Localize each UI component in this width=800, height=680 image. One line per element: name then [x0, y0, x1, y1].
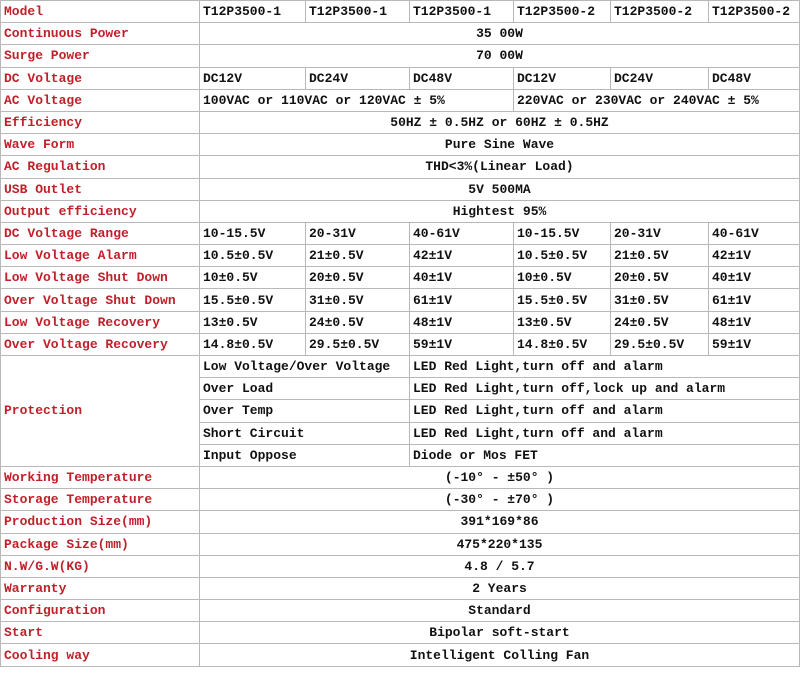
start-row: [1, 622, 800, 644]
row-cell: 61±1V: [410, 289, 514, 311]
row-cell: 59±1V: [709, 333, 800, 355]
row-label: Over Voltage Recovery: [1, 333, 200, 355]
continuous-power-row: [1, 23, 800, 45]
storage-temperature-row: [1, 489, 800, 511]
wave-form-row: [1, 134, 800, 156]
row-cell: 42±1V: [410, 245, 514, 267]
protection-item-action: LED Red Light,turn off,lock up and alarm: [410, 378, 800, 400]
row-cell: 29.5±0.5V: [306, 333, 410, 355]
over-voltage-recovery-row: [1, 333, 800, 355]
row-cell: 31±0.5V: [306, 289, 410, 311]
ac-voltage-row: [1, 89, 800, 111]
model-cell: T12P3500-1: [306, 1, 410, 23]
row-label: Warranty: [1, 577, 200, 599]
warranty-row: [1, 577, 800, 599]
working-temperature-row: [1, 466, 800, 488]
row-cell: 21±0.5V: [611, 245, 709, 267]
row-label: Continuous Power: [1, 23, 200, 45]
row-label: N.W/G.W(KG): [1, 555, 200, 577]
row-cell: 20±0.5V: [611, 267, 709, 289]
row-cell: 13±0.5V: [200, 311, 306, 333]
efficiency-row: [1, 111, 800, 133]
model-label: Model: [1, 1, 200, 23]
row-cell: 24±0.5V: [611, 311, 709, 333]
row-label: DC Voltage: [1, 67, 200, 89]
row-cell: 29.5±0.5V: [611, 333, 709, 355]
low-voltage-recovery-row: [1, 311, 800, 333]
row-cell: 40±1V: [410, 267, 514, 289]
row-label: DC Voltage Range: [1, 222, 200, 244]
row-cell: 15.5±0.5V: [514, 289, 611, 311]
row-value: Pure Sine Wave: [200, 134, 800, 156]
row-value: (-10° - ±50° ): [200, 466, 800, 488]
protection-item-name: Over Temp: [200, 400, 410, 422]
row-cell: 20-31V: [306, 222, 410, 244]
row-label: Package Size(mm): [1, 533, 200, 555]
row-label: Configuration: [1, 600, 200, 622]
row-value: 391*169*86: [200, 511, 800, 533]
row-value: (-30° - ±70° ): [200, 489, 800, 511]
row-label: USB Outlet: [1, 178, 200, 200]
row-label: Efficiency: [1, 111, 200, 133]
ac-voltage-left: 100VAC or 110VAC or 120VAC ± 5%: [200, 89, 514, 111]
row-cell: 42±1V: [709, 245, 800, 267]
row-label: Cooling way: [1, 644, 200, 666]
configuration-row: [1, 600, 800, 622]
row-cell: 20-31V: [611, 222, 709, 244]
protection-item-action: LED Red Light,turn off and alarm: [410, 356, 800, 378]
protection-item-action: LED Red Light,turn off and alarm: [410, 400, 800, 422]
row-cell: DC48V: [410, 67, 514, 89]
protection-item-name: Short Circuit: [200, 422, 410, 444]
row-value: 35 00W: [200, 23, 800, 45]
row-cell: 13±0.5V: [514, 311, 611, 333]
row-cell: 40-61V: [709, 222, 800, 244]
row-cell: 48±1V: [709, 311, 800, 333]
row-label: Wave Form: [1, 134, 200, 156]
row-label: Start: [1, 622, 200, 644]
dc-voltage-range-row: [1, 222, 800, 244]
row-cell: DC24V: [306, 67, 410, 89]
row-label: Low Voltage Recovery: [1, 311, 200, 333]
row-label: Working Temperature: [1, 466, 200, 488]
row-value: 2 Years: [200, 577, 800, 599]
row-cell: 10±0.5V: [200, 267, 306, 289]
dc-voltage-row: [1, 67, 800, 89]
row-cell: 59±1V: [410, 333, 514, 355]
row-cell: 10.5±0.5V: [514, 245, 611, 267]
row-label: Production Size(mm): [1, 511, 200, 533]
row-cell: 40±1V: [709, 267, 800, 289]
row-cell: 10±0.5V: [514, 267, 611, 289]
row-cell: 61±1V: [709, 289, 800, 311]
row-value: Standard: [200, 600, 800, 622]
row-cell: 20±0.5V: [306, 267, 410, 289]
row-label: Over Voltage Shut Down: [1, 289, 200, 311]
row-label: AC Regulation: [1, 156, 200, 178]
protection-item-action: LED Red Light,turn off and alarm: [410, 422, 800, 444]
package-size-row: [1, 533, 800, 555]
usb-outlet-row: [1, 178, 800, 200]
row-cell: 31±0.5V: [611, 289, 709, 311]
row-value: 50HZ ± 0.5HZ or 60HZ ± 0.5HZ: [200, 111, 800, 133]
protection-item-action: Diode or Mos FET: [410, 444, 800, 466]
protection-item-name: Low Voltage/Over Voltage: [200, 356, 410, 378]
row-value: 5V 500MA: [200, 178, 800, 200]
row-label: Output efficiency: [1, 200, 200, 222]
row-cell: 14.8±0.5V: [514, 333, 611, 355]
production-size-row: [1, 511, 800, 533]
row-value: Bipolar soft-start: [200, 622, 800, 644]
row-value: 70 00W: [200, 45, 800, 67]
row-value: THD<3%(Linear Load): [200, 156, 800, 178]
model-cell: T12P3500-2: [709, 1, 800, 23]
protection-item-name: Over Load: [200, 378, 410, 400]
row-cell: 14.8±0.5V: [200, 333, 306, 355]
row-label: AC Voltage: [1, 89, 200, 111]
over-voltage-shutdown-row: [1, 289, 800, 311]
row-cell: 48±1V: [410, 311, 514, 333]
row-cell: 10-15.5V: [514, 222, 611, 244]
model-row: [1, 1, 800, 23]
model-cell: T12P3500-2: [611, 1, 709, 23]
ac-regulation-row: [1, 156, 800, 178]
row-value: 4.8 / 5.7: [200, 555, 800, 577]
row-cell: 21±0.5V: [306, 245, 410, 267]
output-efficiency-row: [1, 200, 800, 222]
row-cell: DC48V: [709, 67, 800, 89]
row-cell: 40-61V: [410, 222, 514, 244]
row-value: Intelligent Colling Fan: [200, 644, 800, 666]
weight-row: [1, 555, 800, 577]
row-label: Surge Power: [1, 45, 200, 67]
row-cell: 10.5±0.5V: [200, 245, 306, 267]
row-value: 475*220*135: [200, 533, 800, 555]
protection-label: Protection: [1, 356, 200, 467]
ac-voltage-right: 220VAC or 230VAC or 240VAC ± 5%: [514, 89, 800, 111]
model-cell: T12P3500-1: [200, 1, 306, 23]
protection-item-name: Input Oppose: [200, 444, 410, 466]
low-voltage-alarm-row: [1, 245, 800, 267]
row-cell: DC12V: [200, 67, 306, 89]
model-cell: T12P3500-1: [410, 1, 514, 23]
row-value: Hightest 95%: [200, 200, 800, 222]
row-cell: 15.5±0.5V: [200, 289, 306, 311]
row-label: Storage Temperature: [1, 489, 200, 511]
row-cell: DC24V: [611, 67, 709, 89]
cooling-way-row: [1, 644, 800, 666]
row-label: Low Voltage Shut Down: [1, 267, 200, 289]
row-cell: 10-15.5V: [200, 222, 306, 244]
row-label: Low Voltage Alarm: [1, 245, 200, 267]
low-voltage-shutdown-row: [1, 267, 800, 289]
surge-power-row: [1, 45, 800, 67]
row-cell: 24±0.5V: [306, 311, 410, 333]
protection-row: [1, 356, 800, 378]
row-cell: DC12V: [514, 67, 611, 89]
model-cell: T12P3500-2: [514, 1, 611, 23]
